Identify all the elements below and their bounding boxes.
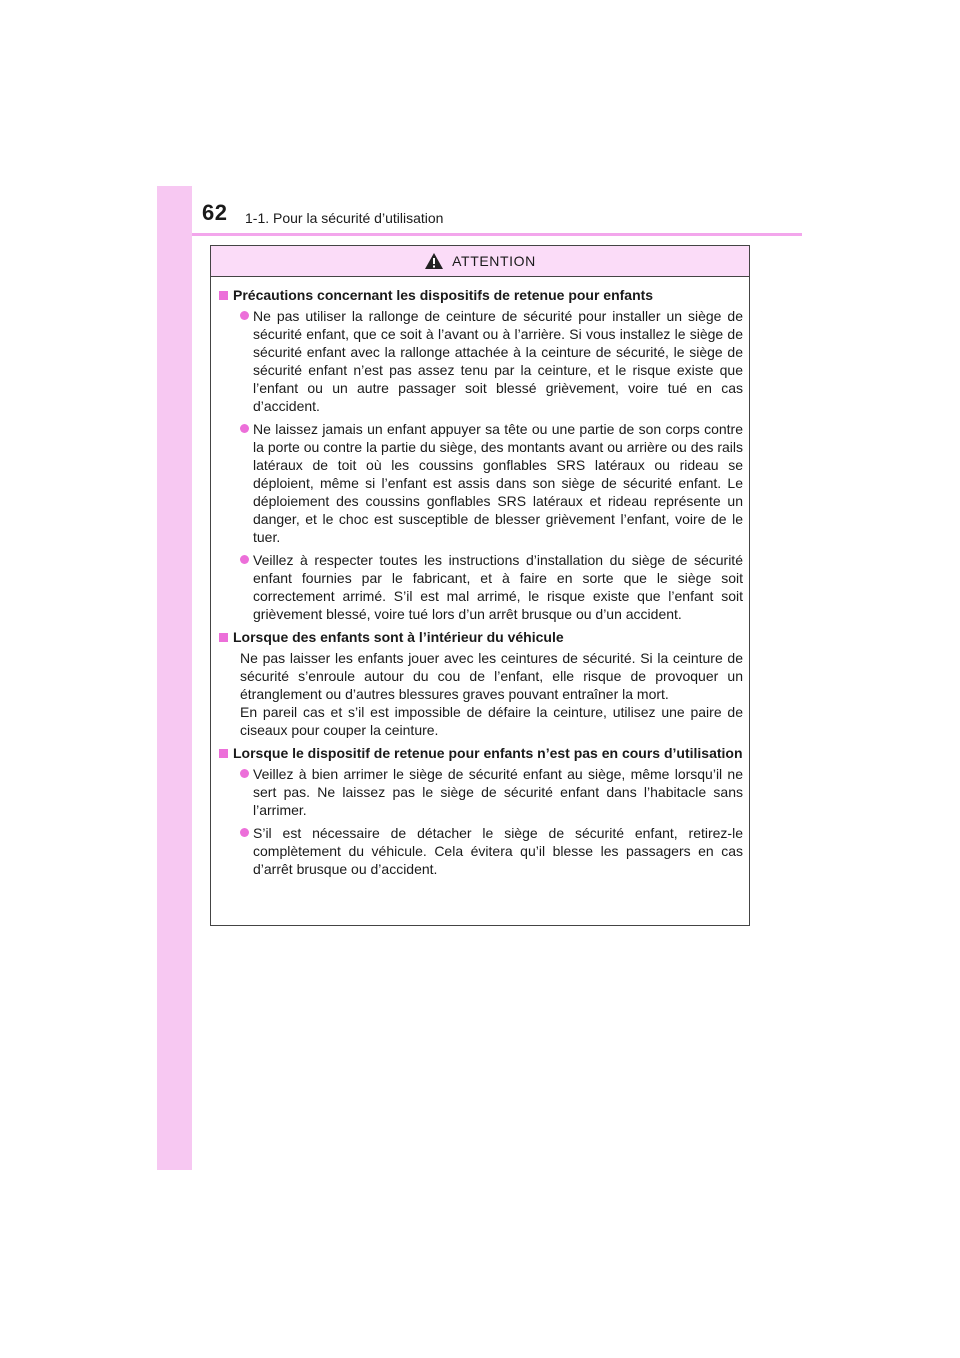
side-strip: [157, 186, 192, 1170]
list-item: Veillez à respecter toutes les instructions d’installation du siège de sécurité enfant fournies par le fabricant, et à faire en sorte que le siège soit correctement arrimé. S’il est mal arrimé, le risque existe que l’enfant soit grièvement blessé, voire tué lors d’un arrêt brusque ou d’un accident.: [240, 551, 743, 623]
section-title: Lorsque des enfants sont à l’intérieur du véhicule: [219, 628, 743, 646]
square-bullet-icon: [219, 633, 228, 642]
paragraph: En pareil cas et s’il est impossible de défaire la ceinture, utilisez une paire de ciseaux pour couper la ceinture.: [240, 704, 743, 738]
round-bullet-icon: [240, 555, 249, 564]
warning-icon: [424, 252, 444, 270]
caution-body: [211, 277, 749, 878]
list-item: S’il est nécessaire de détacher le siège de sécurité enfant, retirez-le complètement du véhicule. Cela évitera qu’il blesse les passagers en cas d’arrêt brusque ou d’accident.: [240, 824, 743, 878]
caution-box: [210, 245, 750, 926]
running-head: 1-1. Pour la sécurité d’utilisation: [245, 210, 444, 226]
header-rule: [192, 233, 802, 236]
caution-header: [211, 246, 749, 277]
section-title: Précautions concernant les dispositifs de retenue pour enfants: [219, 286, 743, 304]
section-title: Lorsque le dispositif de retenue pour enfants n’est pas en cours d’utilisation: [219, 744, 743, 762]
caution-title: ATTENTION: [452, 253, 536, 269]
round-bullet-icon: [240, 769, 249, 778]
paragraph: Ne pas laisser les enfants jouer avec les ceintures de sécurité. Si la ceinture de sécurité s’enroule autour du cou de l’enfant, elle risque de provoquer un étranglement ou d’autres blessures graves pouvant entraîner la mort.: [240, 650, 743, 702]
square-bullet-icon: [219, 749, 228, 758]
square-bullet-icon: [219, 291, 228, 300]
round-bullet-icon: [240, 311, 249, 320]
page-number: 62: [202, 200, 228, 225]
round-bullet-icon: [240, 424, 249, 433]
list-item: Ne pas utiliser la rallonge de ceinture de sécurité pour installer un siège de sécurité enfant, que ce soit à l’avant ou à l’arrière. Si vous installez le siège de sécurité enfant avec la rallonge attachée à la ceinture de sécurité, le siège de sécurité enfant n’est pas assez tenu par la ceinture, et le risque existe que l’enfant ou un autre passager soit blessé grièvement, voire tué en cas d’accident.: [240, 307, 743, 415]
list-item: Ne laissez jamais un enfant appuyer sa tête ou une partie de son corps contre la porte ou contre la partie du siège, des montants avant ou arrière ou des rails latéraux de toit où les coussins gonflables SRS latéraux ou rideau se déploient, même si l’enfant est assis dans son siège de sécurité enfant. Le déploiement des coussins gonflables SRS latéraux et rideau représente un danger, et le choc est susceptible de blesser grièvement l’enfant, voire de le tuer.: [240, 420, 743, 546]
list-item: Veillez à bien arrimer le siège de sécurité enfant au siège, même lorsqu’il ne sert pas. Ne laissez pas le siège de sécurité enfant dans l’habitacle sans l’arrimer.: [240, 765, 743, 819]
round-bullet-icon: [240, 828, 249, 837]
